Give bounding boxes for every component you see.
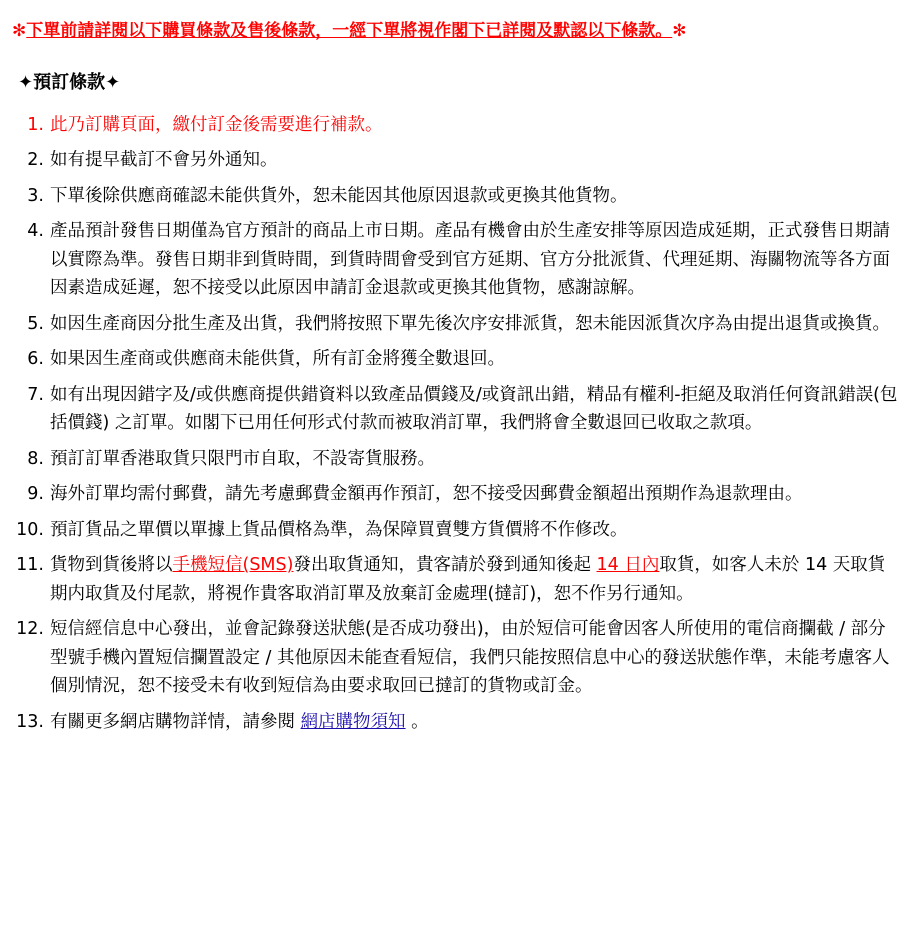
term-text: 預訂訂單香港取貨只限門市自取，不設寄貨服務。 [50, 448, 435, 469]
term-text: 取貨，如客人未於 14 天取貨期内取貨及付尾款，將視作貴客取消訂單及放棄訂金處理(撻訂)，恕不作另行通知。 [50, 555, 886, 604]
term-text: 如因生產商因分批生產及出貨，我們將按照下單先後次序安排派貨，恕未能因派貨次序為由提出退貨或換貨。 [50, 313, 890, 334]
shop-guide-link[interactable]: 網店購物須知 [300, 711, 406, 732]
term-item [10, 615, 899, 701]
term-item [10, 111, 899, 140]
term-item [10, 310, 899, 339]
term-text: 預訂貨品之單價以單據上貨品價格為準，為保障買賣雙方貨價將不作修改。 [50, 519, 628, 540]
term-text: 。 [405, 711, 429, 732]
term-item [10, 708, 899, 737]
banner-text: 下單前請詳閱以下購買條款及售後條款，一經下單將視作閣下已詳閱及默認以下條款。 [26, 21, 673, 41]
section-title [18, 68, 899, 97]
term-item [10, 445, 899, 474]
term-item [10, 345, 899, 374]
term-text: 下單後除供應商確認未能供貨外，恕未能因其他原因退款或更換其他貨物。 [50, 185, 628, 206]
term-item [10, 146, 899, 175]
diamond-icon-left: ✦ [18, 71, 34, 93]
term-text: 如果因生產商或供應商未能供貨，所有訂金將獲全數退回。 [50, 349, 505, 370]
term-text: 此乃訂購頁面，繳付訂金後需要進行補款。 [50, 114, 383, 135]
term-text: 產品預計發售日期僅為官方預計的商品上市日期。產品有機會由於生產安排等原因造成延期，正式發售日期請以實際為準。發售日期非到貨時間，到貨時間會受到官方延期、官方分批派貨、代理延期、海關物流等各方面因素造成延遲，恕不接受以此原因申請訂金退款或更換其他貨物，感謝諒解。 [50, 221, 890, 299]
term-item [10, 381, 899, 438]
term-text: 發出取貨通知，貴客請於發到通知後起 [293, 555, 597, 576]
star-icon-right: ✻ [672, 21, 687, 41]
term-item [10, 516, 899, 545]
term-text: 短信經信息中心發出，並會記錄發送狀態(是否成功發出)，由於短信可能會因客人所使用的電信商攔截 / 部分型號手機內置短信攔置設定 / 其他原因未能查看短信，我們只能按照信息中心的發送狀態作準，未能考慮客人個別情況，恕不接受未有收到短信為由要求取回已撻訂的貨物或訂金。 [50, 619, 890, 697]
term-text: 海外訂單均需付郵費，請先考慮郵費金額再作預訂，恕不接受因郵費金額超出預期作為退款理由。 [50, 484, 803, 505]
highlighted-text: 手機短信(SMS) [172, 555, 294, 576]
star-icon-left: ✻ [12, 21, 27, 41]
top-warning-banner [12, 18, 899, 46]
term-item [10, 182, 899, 211]
term-text: 有關更多網店購物詳情，請參閱 [50, 711, 301, 732]
term-item [10, 480, 899, 509]
term-text: 如有提早截訂不會另外通知。 [50, 150, 278, 171]
term-text: 貨物到貨後將以 [50, 555, 173, 576]
term-item [10, 551, 899, 608]
highlighted-text: 14 日內 [596, 555, 660, 576]
terms-list [10, 111, 899, 737]
term-text: 如有出現因錯字及/或供應商提供錯資料以致產品價錢及/或資訊出錯，精品有權利-拒絕及取消任何資訊錯誤(包括價錢) 之訂單。如閣下已用任何形式付款而被取消訂單，我們將會全數退回已收取之款項。 [50, 384, 898, 434]
section-title-text: 預訂條款 [33, 71, 106, 93]
diamond-icon-right: ✦ [105, 71, 121, 93]
term-item [10, 217, 899, 303]
